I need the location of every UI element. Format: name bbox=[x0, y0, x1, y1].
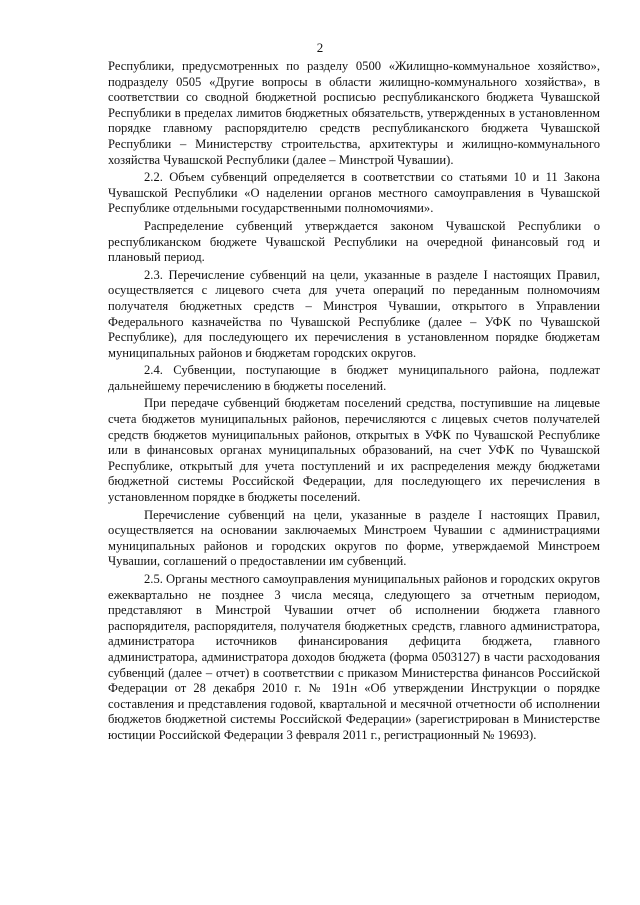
paragraph-continuation: Республики, предусмотренных по разделу 0500 «Жилищно-коммунальное хозяйство», подразделу 0505 «Другие вопросы в области жилищно-коммунального хозяйства», в соответствии со сводной бюджетной росписью республиканского бюджета Чувашской Республики в пределах лимитов бюджетных обязательств, утвержденных в установленном порядке главному распорядителю средств республиканского бюджета Чувашской Республики – Министерству строительства, архитектуры и жилищно-коммунального хозяйства Чувашской Республики (далее – Минстрой Чувашии). bbox=[108, 59, 600, 167]
paragraph-2-5: 2.5. Органы местного самоуправления муниципальных районов и городских округов ежеквартально не позднее 3 числа месяца, следующего за отчетным периодом, представляют в Минстрой Чувашии отчет об исполнении бюджета главного распорядителя, распорядителя, получателя бюджетных средств, главного администратора, администратора источников финансирования дефицита бюджета, главного администратора, администратора доходов бюджета (форма 0503127) в части расходования субвенций (далее – отчет) в соответствии с приказом Министерства финансов Российской Федерации от 28 декабря 2010 г. № 191н «Об утверждении Инструкции о порядке составления и представления годовой, квартальной и месячной отчетности об исполнении бюджетов бюджетной системы Российской Федерации» (зарегистрирован в Министерстве юстиции Российской Федерации 3 февраля 2011 г., регистрационный № 19693). bbox=[108, 572, 600, 742]
paragraph-distribution: Распределение субвенций утверждается законом Чувашской Республики о республиканском бюджете Чувашской Республики на очередной финансовый год и плановый период. bbox=[108, 218, 600, 265]
paragraph-transfer-basis: Перечисление субвенций на цели, указанные в разделе I настоящих Правил, осуществляется на основании заключаемых Минстроем Чувашии с администрациями муниципальных районов и городских округов по форме, утверждаемой Минстроем Чувашии, соглашений о предоставлении им субвенций. bbox=[108, 507, 600, 569]
paragraph-2-3: 2.3. Перечисление субвенций на цели, указанные в разделе I настоящих Правил, осуществляется с лицевого счета для учета операций по переданным полномочиям получателя бюджетных средств – Минстроя Чувашии, открытого в Управлении Федерального казначейства по Чувашской Республике (далее – УФК по Чувашской Республике), для последующего их перечисления в установленном порядке бюджетам муниципальных районов и бюджетам городских округов. bbox=[108, 267, 600, 360]
paragraph-2-4: 2.4. Субвенции, поступающие в бюджет муниципального района, подлежат дальнейшему перечислению в бюджеты поселений. bbox=[108, 363, 600, 393]
page-number: 2 bbox=[316, 40, 324, 55]
paragraph-2-2: 2.2. Объем субвенций определяется в соответствии со статьями 10 и 11 Закона Чувашской Республики «О наделении органов местного самоуправления в Чувашской Республике отдельными государственными полномочиями». bbox=[108, 170, 600, 216]
paragraph-transfer-to-settlements: При передаче субвенций бюджетам поселений средства, поступившие на лицевые счета бюджетов муниципальных районов, перечисляются с лицевых счетов получателей средств бюджетов муниципальных районов, открытых в УФК по Чувашской Республике или в финансовых органах муниципальных образований, на счет УФК по Чувашской Республике, открытый для учета поступлений и их распределения между бюджетами бюджетной системы Российской Федерации, для последующего их перечисления в установленном порядке в бюджеты поселений. bbox=[108, 396, 600, 505]
document-body bbox=[108, 59, 600, 744]
